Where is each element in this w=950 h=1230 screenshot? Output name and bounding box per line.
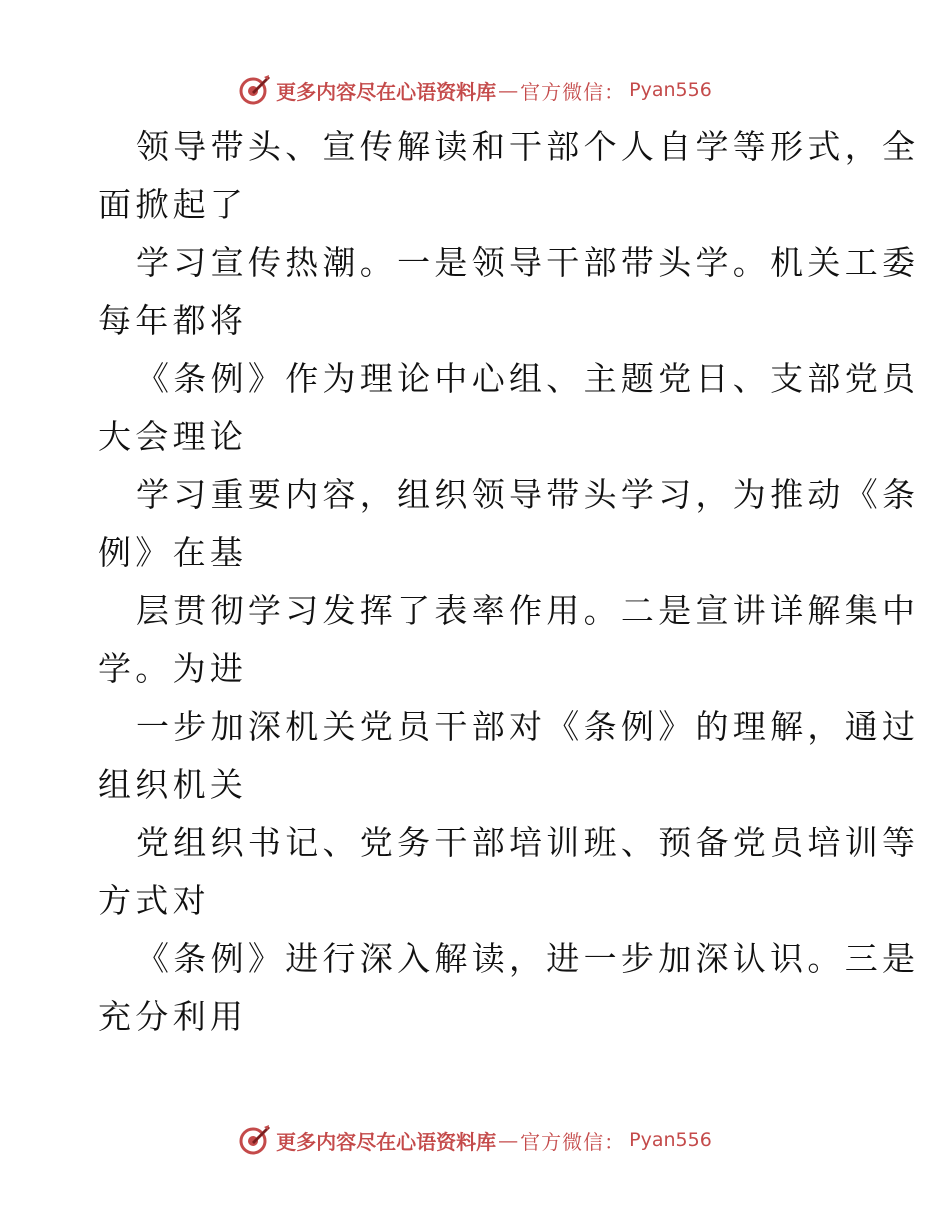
text-line: 党组织书记、党务干部培训班、预备党员培训等 — [136, 823, 920, 862]
document-body — [98, 118, 920, 1046]
text-line: 学习重要内容，组织领导带头学习，为推动《条 — [136, 475, 920, 514]
text-line: 一步加深机关党员干部对《条例》的理解，通过 — [136, 707, 920, 746]
text-line: 例》在基 — [98, 533, 248, 572]
text-line: 学。为进 — [98, 649, 248, 688]
watermark-wechat-id: Pyan556 — [629, 79, 712, 101]
watermark-brand: 更多内容尽在心语资料库 — [276, 79, 497, 104]
text-line: 层贯彻学习发挥了表率作用。二是宣讲详解集中 — [136, 591, 920, 630]
text-line: 《条例》进行深入解读，进一步加深认识。三是 — [136, 939, 920, 978]
text-line: 充分利用 — [98, 997, 248, 1036]
watermark-dash: — — [498, 1128, 519, 1152]
watermark-official-label: 官方微信： — [520, 1129, 626, 1154]
quill-logo-icon — [238, 1123, 272, 1157]
watermark-brand: 更多内容尽在心语资料库 — [276, 1129, 497, 1154]
text-line: 领导带头、宣传解读和干部个人自学等形式，全 — [136, 127, 920, 166]
quill-logo-icon — [238, 73, 272, 107]
text-line: 大会理论 — [98, 417, 248, 456]
text-line: 《条例》作为理论中心组、主题党日、支部党员 — [136, 359, 920, 398]
text-line: 学习宣传热潮。一是领导干部带头学。机关工委 — [136, 243, 920, 282]
text-line: 面掀起了 — [98, 185, 248, 224]
header-watermark — [0, 70, 950, 110]
watermark-wechat-id: Pyan556 — [629, 1129, 712, 1151]
watermark-dash: — — [498, 78, 519, 102]
text-line: 每年都将 — [98, 301, 248, 340]
text-line: 方式对 — [98, 881, 210, 920]
footer-watermark — [0, 1120, 950, 1160]
text-line: 组织机关 — [98, 765, 248, 804]
watermark-official-label: 官方微信： — [520, 79, 626, 104]
